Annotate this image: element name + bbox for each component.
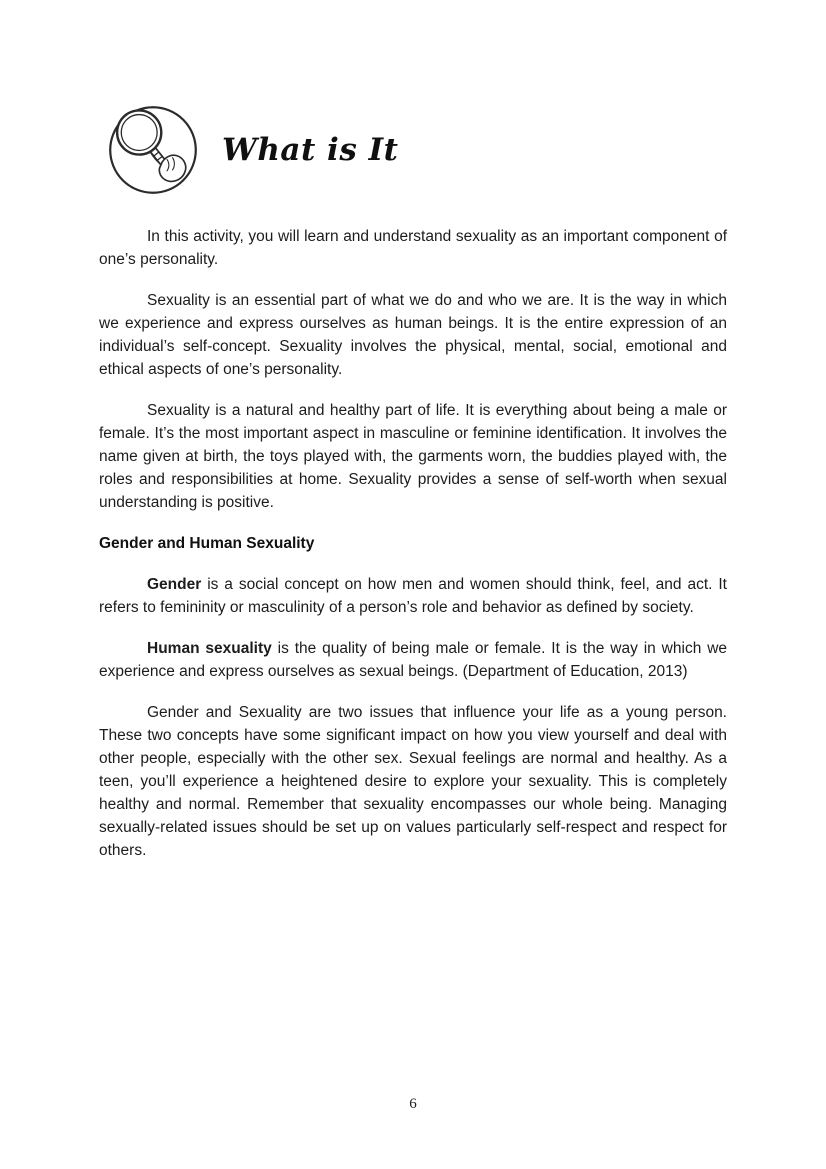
paragraph-sexuality-essential: Sexuality is an essential part of what we do and who we are. It is the way in which we experience and express ourselves as human beings. It is the entire expression of an individual’s self-concept. Sexuality involves the physical, mental, social, emotional and ethical aspects of one’s personality. — [99, 292, 727, 378]
body-text — [99, 225, 727, 880]
page-number: 6 — [409, 1096, 417, 1112]
section-title: What is It — [222, 132, 399, 168]
term-human-sexuality: Human sexuality — [147, 640, 272, 657]
page-footer — [0, 1096, 826, 1113]
paragraph-gender-definition-text: is a social concept on how men and women should think, feel, and act. It refers to femininity or masculinity of a person’s role and behavior as defined by society. — [99, 576, 727, 616]
paragraph-intro: In this activity, you will learn and understand sexuality as an important component of one’s personality. — [99, 228, 727, 268]
paragraph-gender-and-sexuality-issues: Gender and Sexuality are two issues that influence your life as a young person. These two concepts have some significant impact on how you view yourself and deal with other people, especially with the other sex. Sexual feelings are normal and healthy. As a teen, you’ll experience a heightened desire to explore your sexuality. This is completely healthy and normal. Remember that sexuality encompasses our whole being. Managing sexually-related issues should be set up on values particularly self-respect and respect for others. — [99, 704, 727, 859]
paragraph-sexuality-natural: Sexuality is a natural and healthy part of life. It is everything about being a male or female. It’s the most important aspect in masculine or feminine identification. It involves the name given at birth, the toys played with, the garments worn, the buddies played with, the roles and responsibilities at home. Sexuality provides a sense of self-worth when sexual understanding is positive. — [99, 402, 727, 511]
section-header — [107, 104, 398, 196]
paragraph-gender-definition — [99, 573, 727, 619]
paragraph-human-sexuality-definition — [99, 637, 727, 683]
magnifying-glass-icon — [107, 104, 199, 196]
paragraph-human-sexuality-definition-text: is the quality of being male or female. It is the way in which we experience and express ourselves as sexual beings. (Department of Education, 2013) — [99, 640, 728, 680]
term-gender: Gender — [147, 576, 202, 593]
subheading-gender-human-sexuality: Gender and Human Sexuality — [99, 535, 315, 552]
